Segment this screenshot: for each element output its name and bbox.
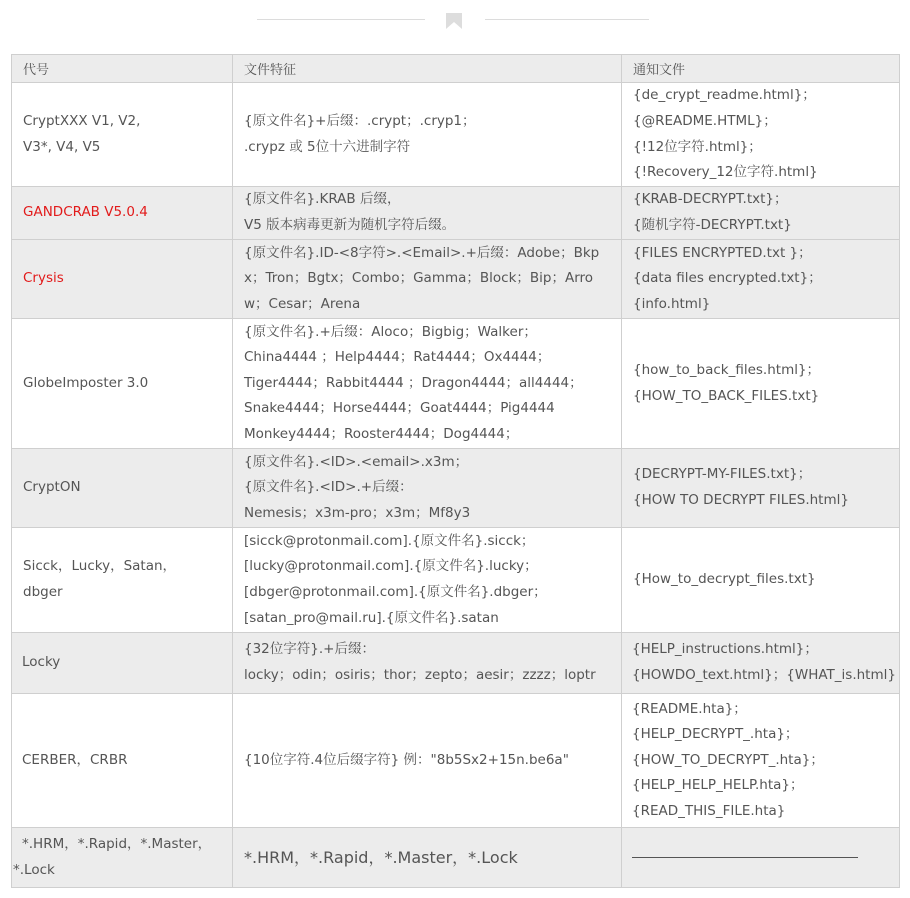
code-line: *.Lock [13,861,55,878]
code-cell [12,528,233,633]
table-row [12,828,900,888]
feature-line: .crypz 或 5位十六进制字符 [244,138,411,155]
column-header-features: 文件特征 [233,55,622,83]
features-cell [233,449,622,528]
note-line: {DECRYPT-MY-FILES.txt}； [633,466,812,483]
note-line: {HOW_TO_DECRYPT_.hta}； [632,751,824,768]
code-cell [12,828,233,888]
code-line: CryptON [23,479,81,496]
note-line: {HELP_HELP_HELP.hta}； [632,777,804,794]
note-line: {HOW_TO_BACK_FILES.txt} [633,387,820,404]
feature-line: x；Tron；Bgtx；Combo；Gamma；Block；Bip；Arro [244,270,594,287]
features-cell [233,187,622,240]
table-row [12,633,900,694]
notes-cell [622,319,900,449]
note-line: {de_crypt_readme.html}； [633,87,816,104]
feature-line: {原文件名}.KRAB 后缀， [244,191,401,208]
code-cell [12,187,233,240]
code-line: Sicck，Lucky，Satan， [23,558,177,575]
note-line: {HOW TO DECRYPT FILES.html} [633,492,849,508]
feature-line: [dbger@protonmail.com].{原文件名}.dbger； [244,584,547,600]
feature-line: Tiger4444；Rabbit4444 ；Dragon4444；all4444； [244,374,583,391]
code-line: GlobeImposter 3.0 [23,374,149,391]
note-line: {随机字符-DECRYPT.txt} [633,217,792,233]
code-line: CryptXXX V1, V2, [23,112,141,129]
notes-cell [622,633,900,694]
notes-cell [622,187,900,240]
table-row [12,240,900,319]
notes-cell [622,828,900,888]
code-line: Locky [22,654,61,671]
code-line: Crysis [23,270,64,287]
note-line: {data files encrypted.txt}； [633,270,822,287]
features-cell [233,633,622,694]
feature-line: {原文件名}+后缀：.crypt；.cryp1； [244,112,476,129]
feature-line: Monkey4444；Rooster4444；Dog4444； [244,425,519,442]
note-line: {KRAB-DECRYPT.txt}； [633,191,788,208]
code-line: V3*, V4, V5 [23,138,101,155]
notes-cell [622,240,900,319]
feature-line: China4444 ；Help4444；Rat4444；Ox4444； [244,349,551,366]
table-row [12,83,900,187]
features-cell [233,240,622,319]
features-cell [233,319,622,449]
note-line: {how_to_back_files.html}； [633,361,821,378]
divider-line-left [257,19,425,20]
code-cell [12,633,233,694]
feature-line: V5 版本病毒更新为随机字符后缀。 [244,217,456,233]
empty-dash-line [632,857,858,858]
notes-cell [622,528,900,633]
note-line: {!12位字符.html}； [633,138,762,155]
ransomware-table [11,54,900,888]
code-cell [12,240,233,319]
note-line: {HELP_DECRYPT_.hta}； [632,726,799,743]
column-header-code: 代号 [12,55,233,83]
feature-line: [lucky@protonmail.com].{原文件名}.lucky； [244,558,538,575]
code-cell [12,449,233,528]
feature-line: {原文件名}.<ID>.+后缀： [244,479,413,496]
ribbon-bookmark-icon [445,12,463,30]
feature-line: [sicck@protonmail.com].{原文件名}.sicck； [244,532,535,549]
notes-cell [622,83,900,187]
table-row [12,319,900,449]
feature-line: [satan_pro@mail.ru].{原文件名}.satan [244,609,499,626]
feature-line: {原文件名}.ID-<8字符>.<Email>.+后缀：Adobe；Bkp [244,244,600,261]
note-line: {info.html} [633,295,711,312]
feature-line: w；Cesar；Arena [244,295,361,312]
feature-line: {10位字符.4位后缀字符} 例："8b5Sx2+15n.be6a" [244,751,569,768]
table-row [12,187,900,240]
code-line: CERBER，CRBR [22,751,128,768]
code-line: GANDCRAB V5.0.4 [23,204,148,221]
features-cell [233,83,622,187]
note-line: {How_to_decrypt_files.txt} [633,571,816,588]
code-line: dbger [23,584,63,600]
features-cell [233,528,622,633]
note-line: {README.hta}； [632,700,747,717]
notes-cell [622,449,900,528]
feature-line: Nemesis；x3m-pro；x3m；Mf8y3 [244,504,471,521]
feature-line: {原文件名}.<ID>.<email>.x3m； [244,453,469,470]
feature-line: {32位字符}.+后缀： [244,641,375,658]
note-line: {HOWDO_text.html}；{WHAT_is.html} [632,667,896,683]
table-row [12,449,900,528]
table-header-row [12,55,900,83]
table-row [12,528,900,633]
code-cell [12,83,233,187]
feature-line: {原文件名}.+后缀：Aloco；Bigbig；Walker； [244,323,537,340]
note-line: {@README.HTML}； [633,112,777,129]
note-line: {HELP_instructions.html}； [632,641,818,658]
feature-line: Snake4444；Horse4444；Goat4444；Pig4444 [244,400,555,417]
code-line: *.HRM，*.Rapid，*.Master， [22,835,212,852]
feature-line: locky；odin；osiris；thor；zepto；aesir；zzzz；loptr [244,667,596,683]
section-divider [0,8,910,34]
note-line: {FILES ENCRYPTED.txt }； [633,244,812,261]
code-cell [12,694,233,828]
column-header-notes: 通知文件 [622,55,900,83]
note-line: {!Recovery_12位字符.html} [633,164,818,181]
notes-cell [622,694,900,828]
table-row [12,694,900,828]
features-cell [233,828,622,888]
divider-line-right [485,19,649,20]
feature-line: *.HRM，*.Rapid，*.Master，*.Lock [244,847,518,867]
features-cell [233,694,622,828]
note-line: {READ_THIS_FILE.hta} [632,802,786,819]
code-cell [12,319,233,449]
